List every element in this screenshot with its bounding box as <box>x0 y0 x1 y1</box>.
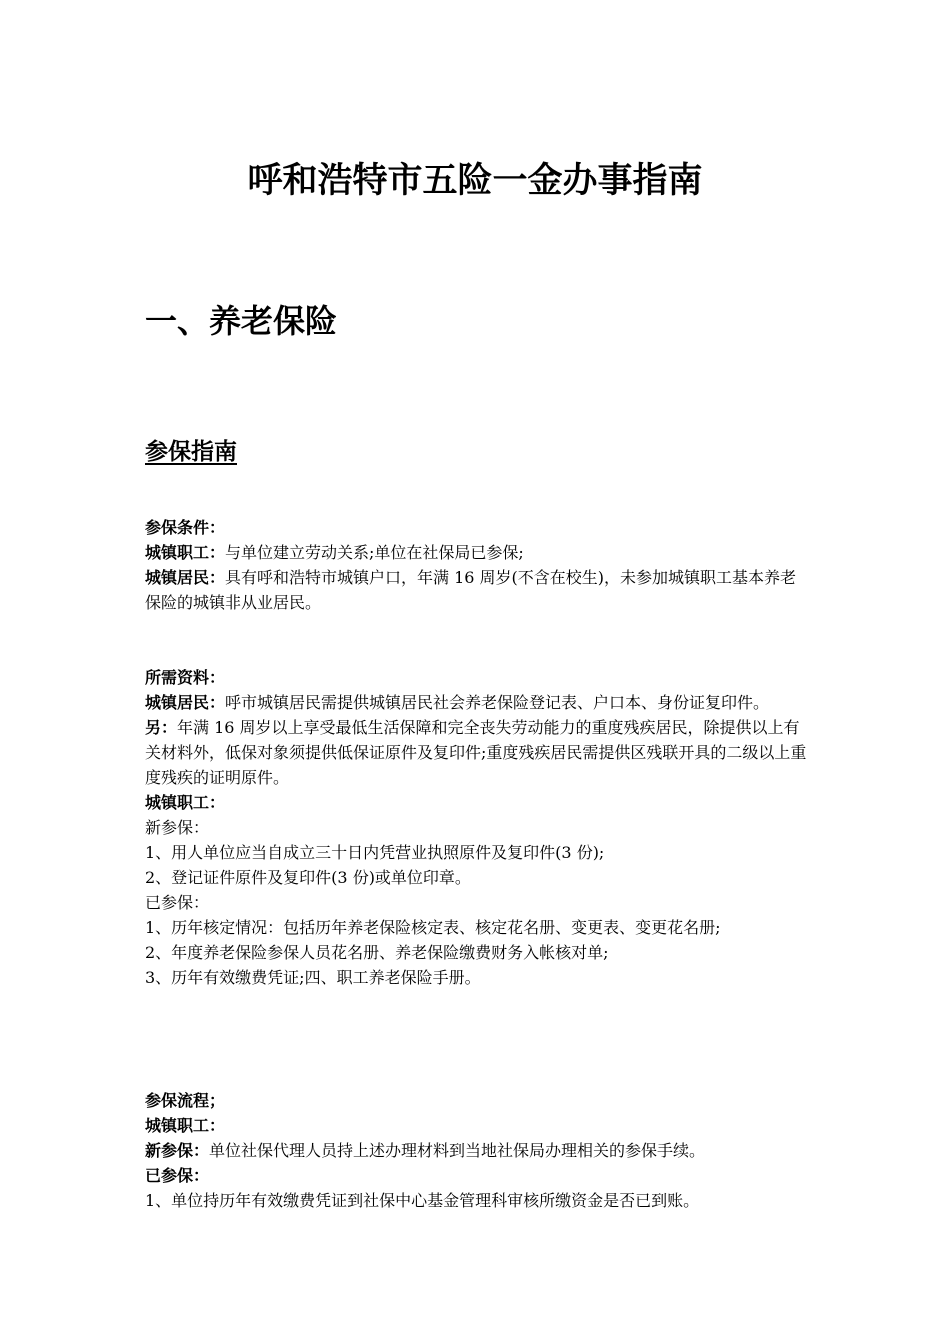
materials-existing-item-3: 3、历年有效缴费凭证;四、职工养老保险手册。 <box>145 968 481 987</box>
process-heading: 参保流程； <box>145 1091 226 1110</box>
materials-new-label: 新参保： <box>145 818 210 837</box>
materials-new-item-2: 2、登记证件原件及复印件(3 份)或单位印章。 <box>145 868 471 887</box>
process-block <box>145 1088 810 1213</box>
process-new <box>145 1138 810 1163</box>
process-existing-item-1: 1、单位持历年有效缴费凭证到社保中心基金管理科审核所缴资金是否已到账。 <box>145 1191 700 1210</box>
materials-extra <box>145 715 810 790</box>
conditions-employee <box>145 540 810 565</box>
conditions-block <box>145 515 810 615</box>
materials-heading: 所需资料： <box>145 668 226 687</box>
subsection-heading-guide: 参保指南 <box>145 439 237 465</box>
process-employee-label: 城镇职工： <box>145 1116 226 1135</box>
conditions-heading: 参保条件： <box>145 518 226 537</box>
extra-label: 另： <box>145 718 178 737</box>
materials-block <box>145 665 810 990</box>
materials-existing-label: 已参保： <box>145 893 210 912</box>
extra-text: 年满 16 周岁以上享受最低生活保障和完全丧失劳动能力的重度残疾居民，除提供以上有关材料外，低保对象须提供低保证原件及复印件;重度残疾居民需提供区残联开具的二级以上重度残疾的证明原件。 <box>145 718 807 787</box>
section-heading-pension: 一、养老保险 <box>145 302 338 340</box>
document-title: 呼和浩特市五险一金办事指南 <box>247 161 703 201</box>
employee-label: 城镇职工： <box>145 543 226 562</box>
materials-resident <box>145 690 810 715</box>
process-existing-label: 已参保： <box>145 1166 210 1185</box>
resident-text: 具有呼和浩特市城镇户口，年满 16 周岁(不含在校生)，未参加城镇职工基本养老保险的城镇非从业居民。 <box>145 568 797 612</box>
materials-existing-item-2: 2、年度养老保险参保人员花名册、养老保险缴费财务入帐核对单; <box>145 943 609 962</box>
materials-new-item-1: 1、用人单位应当自成立三十日内凭营业执照原件及复印件(3 份); <box>145 843 605 862</box>
materials-employee-label: 城镇职工： <box>145 793 226 812</box>
resident-label: 城镇居民： <box>145 693 226 712</box>
resident-text: 呼市城镇居民需提供城镇居民社会养老保险登记表、户口本、身份证复印件。 <box>225 693 770 712</box>
new-label: 新参保： <box>145 1141 210 1160</box>
employee-text: 与单位建立劳动关系;单位在社保局已参保; <box>225 543 524 562</box>
materials-existing-item-1: 1、历年核定情况：包括历年养老保险核定表、核定花名册、变更表、变更花名册; <box>145 918 721 937</box>
conditions-resident <box>145 565 810 615</box>
new-text: 单位社保代理人员持上述办理材料到当地社保局办理相关的参保手续。 <box>209 1141 706 1160</box>
resident-label: 城镇居民： <box>145 568 226 587</box>
